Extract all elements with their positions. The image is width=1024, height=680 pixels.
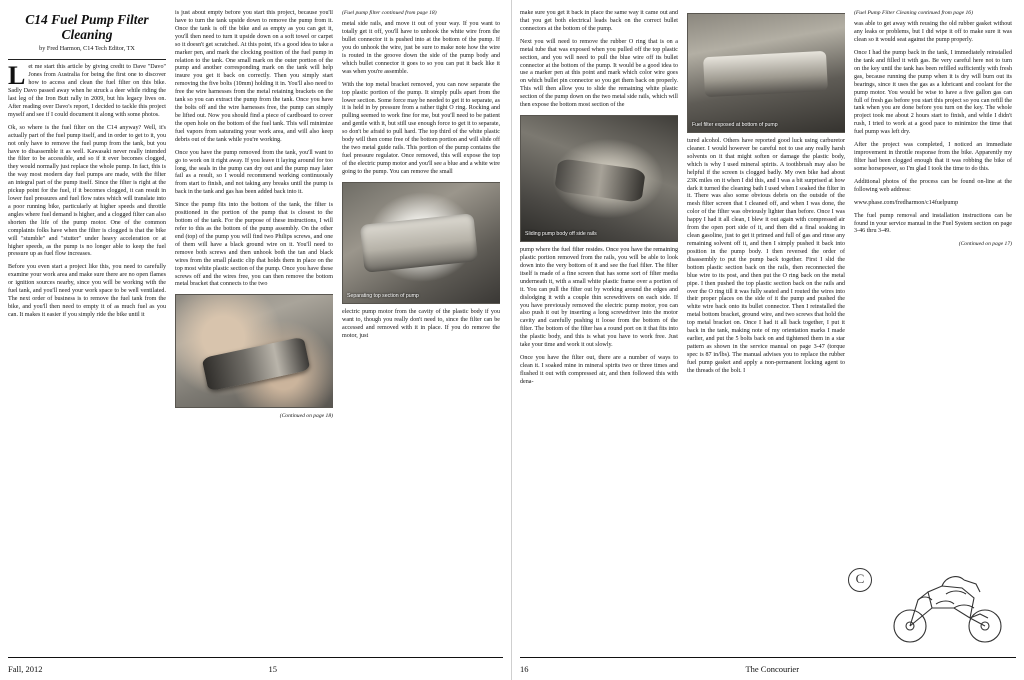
left-column-2: [175, 10, 333, 636]
body-paragraph: was able to get away with reusing the old rubber gasket without any leaks or problems, but I did wipe it off to make sure it was clean so it would seat against the pump properly.: [854, 21, 1012, 44]
body-paragraph: After the project was completed, I noticed an immediate improvement in throttle response from the bike. Apparently my filter had been clogged enough that it was robbing the bike of some horsepower, so I'm glad I took the time to do this.: [854, 142, 1012, 172]
right-footer: [520, 664, 1016, 674]
title-rule: [8, 59, 166, 60]
right-column-1: [520, 10, 678, 636]
pump-body-side-rails-photo: [520, 115, 678, 242]
footer-rule: [520, 657, 1016, 658]
body-paragraph: Since the pump fits into the bottom of the tank, the filter is positioned in the portion of the pump that is closest to the bottom of the tank. For the purpose of these instructions, I will refer to this as the bottom of the pump assembly. On the other end (top) of the pump you will find two Philips screws, and one of them will have a black ground wire on it. You'll need to remove both screws and then unhook both the tan and black wires from the small plastic clip that holds them in place on the top most white plastic section of the pump. Once you have these screws off and the wires free, you can then remove the bottom metal bracket that connects to the two: [175, 202, 333, 288]
body-paragraph: metal side rails, and move it out of your way. If you want to totally get it off, you'll have to unhook the white wire from the bullet connector it is pushed into at the bottom of the pump. If you do unhook the wire, just be sure to make note how the wire is routed in the groove down the side of the pump body and which bullet connector it goes to so you can put it back like it was when you're assemble.: [342, 21, 500, 75]
photo-caption: Fuel filter exposed at bottom of pump: [692, 122, 778, 129]
article-byline: by Fred Harmon, C14 Tech Editor, TX: [39, 45, 135, 53]
body-paragraph: Before you even start a project like this, you need to carefully examine your work area and make sure there are no open flames or ignition sources nearby, since you will be working with the fuel tank, and you'll need your work space to be well ventilated. The next order of business is to remove the fuel tank from the bike, and you'll then need to empty it of as much fuel as you can. It makes it easier if you simply ride the bike until it: [8, 264, 166, 318]
hand-holding-pump-photo: [175, 294, 333, 408]
body-paragraph: make sure you get it back in place the same way it came out and that you get both electrical leads back on the correct bullet connectors at the bottom of the pump.: [520, 10, 678, 32]
motorcycle-line-art: [884, 564, 1014, 650]
right-page-number: 16: [520, 664, 529, 674]
web-address[interactable]: www.phase.com/fredharmon/c14fuelpump: [854, 199, 959, 206]
left-page-number: 15: [268, 664, 277, 674]
body-paragraph: Once I had the pump back in the tank, I immediately reinstalled the tank and filled it with gas. Be very careful here not to turn on the key until the tank has been refilled sufficiently with fresh gas, because running the pump when it is dry will burn out its bearings, since it uses the gas as a lubricant and coolant for the pump motor. You would be wise to have a five gallon gas can full of fresh gas before you start this project so you can refill the tank when you are done before you turn on the key. The whole project took me about 2 hours start to finish, and while I didn't rush, I tried to work at a good pace to minimize the time that fuel pump was left dry.: [854, 50, 1012, 136]
body-paragraph: tured alcohol. Others have reported good luck using carburetor cleaner. I would however be careful not to use any really harsh solvents on it that might soften or damage the plastic body, which is why I used mineral spirits. A toothbrush may also be helpful if the screen is clogged badly. My own bike had about 23K miles on it when I did this, and I was a bit surprised at how dark it turned the cleaning bath I used when I soaked the filter in it. There was also some obvious debris on the outside of the mesh filter screen that I cleaned off, and when I was done, the color of the filter was obviously lighter than before. Once I was happy I had it all clean, I blew it out again with compressed air from the open port side of it, and then did a final soaking in clean gasoline, just to get it primed and full of gas and rinse any remaining solvent off it, and then I simply pushed it back into position in the pump body. I then reversed the order of disassembly to put the pump back together. First I slid the bottom plastic section back on the rails, then reconnected the blue wire to its post, and then put the O ring back on the metal pipe. I then pushed the top plastic section back on the rails and over the O ring till it was fully seated and I routed the wires into their proper places on the side of it the pump and pushed the white wire back onto its bullet connector. Then I reinstalled the metal bottom bracket, ground wire, and two screws that hold the top metal bracket on. Once I had it all back together, I put it back in the tank, making note of my orientation marks I made earlier, and put the 5 bolts back on and tightened them in a star pattern as shown in the service manual on page 3-47 (torque spec is 87 in/lbs). The manual advises you to replace the rubber fuel pump gasket and apply a non-permanent locking agent to the threads of the bolt. I: [687, 138, 845, 374]
continuation-note: (Continued on page 18): [279, 413, 333, 420]
right-column-2: [687, 10, 845, 636]
body-paragraph: With the top metal bracket removed, you can now separate the top plastic portion of the pump. It simply pulls apart from the lower section. Some force may be needed to get it to separate, as it is held in by pressure from a rather tight O ring. Rocking and pulling seemed to work fine for me, but you'll need to be patient and gentle with it, but still use enough force to get it to separate, so don't be afraid to pull hard. The top third of the white plastic body will then come free of the bottom portion and will slide off the two metal guide rails. This portion of the pump contains the fuel pressure regulator. Once removed, this will expose the top of the electric pump motor and you'll see a blue and a white wire going to the pump. You can remove the small: [342, 81, 500, 175]
fuel-filter-exposed-photo: [687, 13, 845, 133]
club-logo-icon: C: [848, 568, 872, 592]
body-paragraph: Next you will need to remove the rubber O ring that is on a metal tube that was exposed when you pulled off the top plastic section, and you will need to pull the blue wire off its bullet connector at the bottom of the pump. It would be a good idea to use a marker pen at this point and mark which color wire goes on which bullet pin connector so you get them back on properly. This will then allow you to slide the remaining white plastic section of the pump down on the two metal side rails, which will then expose the bottom most section of the: [520, 38, 678, 109]
right-column-3: [854, 10, 1012, 636]
right-page: [512, 0, 1024, 680]
footer-rule: [8, 657, 503, 658]
continuation-note: (Fuel Pump Filter Cleaning continued from page 16): [854, 10, 973, 16]
left-column-1: [8, 10, 166, 636]
photo-caption: Separating top section of pump: [347, 293, 419, 300]
left-column-3: [342, 10, 500, 636]
body-paragraph: Once you have the filter out, there are a number of ways to clean it. I soaked mine in mineral spirits two or three times and flushed it out with compressed air, and then followed this with dena-: [520, 355, 678, 385]
body-paragraph: electric pump motor from the cavity of the plastic body if you want to, though you really don't need to, since the filter can be accessed and removed with it in place. If you do remove the motor, just: [342, 308, 500, 339]
body-paragraph: [8, 61, 166, 119]
body-paragraph: The fuel pump removal and installation instructions can be found in your service manual in the Fuel System section on page 3-46 thru 3-49.: [854, 212, 1012, 235]
body-paragraph: is just about empty before you start this project, because you'll have to turn the tank upside down to remove the pump from it. Once the tank is off the bike and as empty as you can get it, you'll then need to turn it upside down on a soft towel or carpet so it doesn't get scratched. At this point, it's a good idea to take a marker pen, and mark the clocking position of the fuel pump in relation to the tank. One small mark on the outer portion of the pump and another corresponding mark on the tank will help insure you get it back on correctly. Then you simply start removing the five bolts (10mm) holding it in. You'll also need to free the wire harnesses from the metal retaining brackets on the tank so you can extract the pump from the tank. Once you have the bolts off and the wire harnesses free, the pump can simply be lifted out. Now you should find a piece of cardboard to cover the open hole on the bottom of the fuel tank. This will minimize fuel vapors from saturating your work area, and will also keep debris out of the tank while you're working.: [175, 10, 333, 143]
left-footer: [8, 664, 503, 674]
body-paragraph: pump where the fuel filter resides. Once you have the remaining plastic portion removed from the rails, you will be able to look down into the very bottom of it and see the fuel filter. The filter itself is made of a fine screen that has some sort of filter media underneath it, with a small white plastic frame over a portion of it. You can pull the filter out by working around the edges and dislodging it with a couple thin screwdrivers on each side. If you have previously removed the electric pump motor, you can also push it out by inserting a long screwdriver into the motor cavity and carefully pushing it loose from the bottom of the filter. The bottom of the filter has a round port on it that fits into the plastic body, and this is what you have to work free. Just take your time and work it out slowly.: [520, 247, 678, 349]
issue-date: Fall, 2012: [8, 664, 43, 674]
drop-cap: L: [8, 61, 26, 91]
separating-top-section-photo: [342, 182, 500, 304]
continuation-note: (Fuel pump filter continued from page 18): [342, 10, 437, 16]
photo-caption: Sliding pump body off side rails: [525, 231, 597, 238]
body-paragraph: Once you have the pump removed from the tank, you'll want to go to work on it right away. If you leave it laying around for too long, the seals in the pump can dry out and the pump may later fail as a result, so I would recommend working continuously from start to finish, and not taking any breaks until the pump is back in the tank and gas has been added back into it.: [175, 149, 333, 196]
body-paragraph: Ok, so where is the fuel filter on the C14 anyway? Well, it's actually part of the fuel pump itself, and in order to get to it, you not only have to remove the fuel pump from the tank, but you have to disassemble it as well. Kawasaki never really intended the filter to be accessible, and so if it ever becomes clogged, they would normally just replace the whole pump. In fact, this is the way most modern day fuel pumps are made, with the filter an integral part of the pump itself. Since the filter is right at the pickup point for the fuel, if it becomes clogged, it can result in lower fuel pressures and fuel flow rates which will translate into a poor running bike, particularly at higher speeds and throttle angles where fuel demand is higher, and a clogged filter can also shorten the life of the pump motor. One of the common complaints folks have when the filter is clogged is that the bike will "stumble" and "stutter" under heavy acceleration or at higher speeds, as the pump is no longer able to keep the fuel pressure up as fuel flow increases.: [8, 124, 166, 258]
body-paragraph: Additional photos of the process can be found on-line at the following web address:: [854, 178, 1012, 193]
article-title: C14 Fuel Pump Filter Cleaning: [25, 12, 149, 43]
publication-name: The Concourier: [745, 664, 800, 674]
paragraph-text: et me start this article by giving credit to Dave "Davo" Jones from Australia for being the first one to discover how to access and clean the fuel filter on this bike. Sadly Davo passed away when he struck a deer while riding the last leg of the Iron Butt rally in 2009, but his legacy lives on. After reading over Davo's report, I decided to tackle this project myself and see if I could document it along with some photos.: [8, 64, 166, 118]
continuation-note: (Continued on page 17): [958, 241, 1012, 248]
